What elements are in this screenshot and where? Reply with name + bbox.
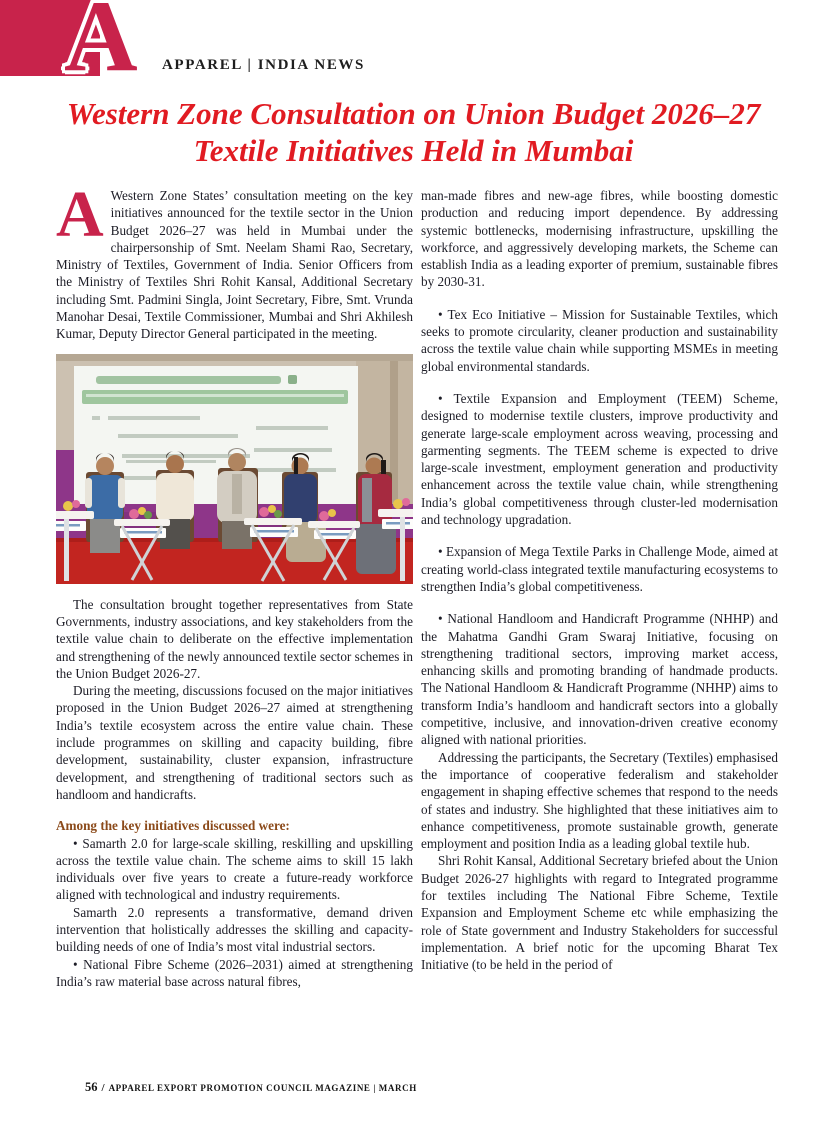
paragraph-secretary-address: Addressing the participants, the Secretary (Textiles) emphasised the importance of cooperative federalism and stakeholder engagement in shaping effective schemes that respond to the needs of states and industry. She highlighted that these initiatives aim to enhance competitiveness, promote sustainable growth, generate employment and position India as a leading global textile hub. — [421, 749, 778, 852]
bullet-samarth: • Samarth 2.0 for large-scale skilling, reskilling and upskilling across the textile value chain. The scheme aims to skill 15 lakh individuals over five years to create a future-ready workforce aligned with technological and industry requirements. — [56, 835, 413, 903]
photo-ceiling-molding — [56, 354, 413, 361]
paragraph-consultation: The consultation brought together representatives from State Governments, industry associations, and key stakeholders from the textile value chain to deliberate on the effective implementation and strengthening of the newly announced textile sector schemes in the Union Budget 2026-27. — [56, 596, 413, 681]
bullet-nhhp: • National Handloom and Handicraft Programme (NHHP) and the Mahatma Gandhi Gram Swaraj Initiative, focusing on strengthening traditional sectors, improving market access, enhancing skills and promoting branding of handmade products. The National Handloom & Handicraft Programme (NHHP) aims to transform India’s handloom and handicraft sectors into a globally competitive, inclusive, and innovation-driven creative economy aligned with national priorities. — [421, 611, 778, 748]
magazine-logo-letter: A — [64, 0, 138, 93]
page-number: 56 — [85, 1080, 98, 1094]
key-initiatives-heading: Among the key initiatives discussed were: — [56, 818, 290, 834]
paragraph-fibre-continued: man-made fibres and new-age fibres, while boosting domestic production and reducing import dependence. By addressing systemic bottlenecks, modernising infrastructure, upskilling the workforce, and aggressively developing markets, the Scheme can establish India as a leading exporter of premium, sustainable fibres by 2030-31. — [421, 188, 778, 290]
slide-title-bar — [96, 376, 281, 384]
page-footer — [85, 1078, 417, 1096]
right-column — [421, 187, 778, 973]
paragraph-samarth-2: Samarth 2.0 represents a transformative, demand driven intervention that holistically addresses the skilling and capacity-building needs of one of India’s most vital industrial sectors. — [56, 904, 413, 955]
headline-line1: Western Zone Consultation on Union Budget 2026–27 — [66, 96, 761, 131]
headline-line2: Textile Initiatives Held in Mumbai — [193, 133, 634, 168]
drop-cap: A — [56, 178, 104, 251]
bullet-mega-textile-parks: • Expansion of Mega Textile Parks in Challenge Mode, aimed at creating world-class integrated textile manufacturing ecosystems to strengthen India’s global competitiveness. — [421, 544, 778, 594]
paragraph-during-meeting: During the meeting, discussions focused on the major initiatives proposed in the Union Budget 2026–27 aimed at strengthening India’s textile ecosystem across the entire value chain. These include programmes on skilling and capacity building, fibre development, sustainability, cluster expansion, infrastructure development, and strengthening of traditional sectors such as handloom and handicrafts. — [56, 683, 413, 802]
bullet-teem: • Textile Expansion and Employment (TEEM) Scheme, designed to modernise textile clusters, improve productivity and generate large-scale employment across weaving, processing and garmenting segments. The TEEM scheme is expected to drive large-scale investment, employment generation and productivity enhancement across the textile value chain, while strengthening India’s global competitiveness through cluster-led modernisation and technology upgradation. — [421, 390, 778, 528]
slide-logo — [288, 375, 297, 384]
intro-paragraph — [56, 178, 413, 343]
article-headline — [0, 95, 827, 169]
panel-photo-scene — [56, 354, 413, 584]
footer-magazine-text: APPAREL EXPORT PROMOTION COUNCIL MAGAZINE | MARCH — [108, 1083, 417, 1093]
bullet-national-fibre: • National Fibre Scheme (2026–2031) aimed at strengthening India’s raw material base across natural fibres, — [56, 956, 413, 989]
section-label: APPAREL | INDIA NEWS — [162, 57, 365, 73]
panel-photo — [56, 354, 413, 584]
left-column — [56, 178, 413, 990]
intro-text: Western Zone States’ consultation meeting on the key initiatives announced for the textile sector in the Union Budget 2026–27 was held in Mumbai under the chairpersonship of Smt. Neelam Shami Rao, Secretary, Ministry of Textiles, Government of India. Senior Officers from the Ministry of Textiles Shri Rohit Kansal, Additional Secretary including Smt. Padmini Singla, Joint Secretary, Fibre, Smt. Vrunda Manohar Desai, Textile Commissioner, Mumbai and Shri Akhilesh Kumar, Deputy Director General participated in the meeting. — [56, 188, 413, 342]
bullet-tex-eco: • Tex Eco Initiative – Mission for Sustainable Textiles, which seeks to promote circularity, cleaner production and sustainability across the textile value chain while supporting MSMEs in meeting global environmental standards. — [421, 306, 778, 374]
paragraph-rohit-kansal: Shri Rohit Kansal, Additional Secretary briefed about the Union Budget 2026-27 highlights with regard to Integrated programme for textiles including The National Fibre Scheme, Textile Expansion and Employment Scheme etc while emphasizing the role of State government and Industry Stakeholders for successful implementation. A brief notic for the upcoming Bharat Tex Initiative (to be held in the period of — [421, 853, 778, 973]
footer-separator: / — [101, 1082, 105, 1094]
